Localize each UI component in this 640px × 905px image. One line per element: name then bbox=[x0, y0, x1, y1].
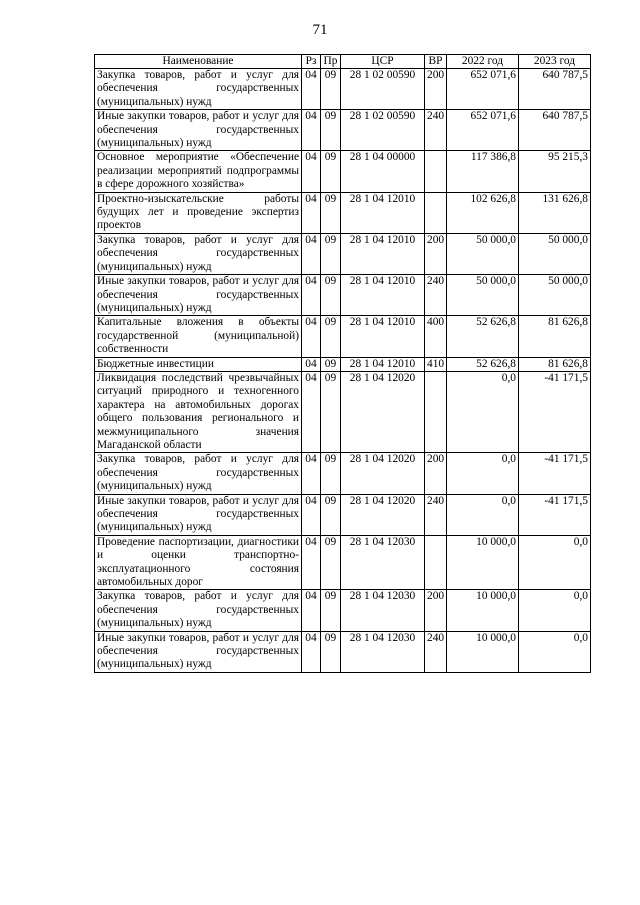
row-name: Закупка товаров, работ и услуг для обеспечения государственных (муниципальных) нужд bbox=[95, 453, 302, 494]
row-2023: -41 171,5 bbox=[519, 494, 591, 535]
row-vr: 240 bbox=[425, 494, 447, 535]
table-row bbox=[95, 590, 591, 631]
table-row bbox=[95, 192, 591, 233]
row-name: Закупка товаров, работ и услуг для обеспечения государственных (муниципальных) нужд bbox=[95, 590, 302, 631]
row-vr bbox=[425, 535, 447, 590]
row-rz: 04 bbox=[302, 192, 321, 233]
row-csr: 28 1 04 12010 bbox=[341, 275, 425, 316]
header-csr: ЦСР bbox=[341, 55, 425, 69]
row-2023: -41 171,5 bbox=[519, 371, 591, 452]
page-number: 71 bbox=[312, 22, 328, 38]
header-2022: 2022 год bbox=[447, 55, 519, 69]
table-row bbox=[95, 631, 591, 672]
row-pr: 09 bbox=[321, 631, 341, 672]
row-2022: 0,0 bbox=[447, 371, 519, 452]
row-rz: 04 bbox=[302, 535, 321, 590]
row-vr: 240 bbox=[425, 631, 447, 672]
row-pr: 09 bbox=[321, 535, 341, 590]
row-vr: 200 bbox=[425, 233, 447, 274]
row-rz: 04 bbox=[302, 233, 321, 274]
row-2022: 117 386,8 bbox=[447, 151, 519, 192]
row-vr: 240 bbox=[425, 110, 447, 151]
row-rz: 04 bbox=[302, 371, 321, 452]
row-2022: 52 626,8 bbox=[447, 357, 519, 371]
row-csr: 28 1 04 12020 bbox=[341, 453, 425, 494]
row-rz: 04 bbox=[302, 453, 321, 494]
row-2023: 131 626,8 bbox=[519, 192, 591, 233]
row-2022: 52 626,8 bbox=[447, 316, 519, 357]
row-pr: 09 bbox=[321, 151, 341, 192]
row-rz: 04 bbox=[302, 275, 321, 316]
row-rz: 04 bbox=[302, 110, 321, 151]
row-rz: 04 bbox=[302, 316, 321, 357]
row-name: Бюджетные инвестиции bbox=[95, 357, 302, 371]
table-row bbox=[95, 357, 591, 371]
row-pr: 09 bbox=[321, 233, 341, 274]
table-row bbox=[95, 453, 591, 494]
row-csr: 28 1 04 12010 bbox=[341, 192, 425, 233]
row-name: Иные закупки товаров, работ и услуг для обеспечения государственных (муниципальных) нужд bbox=[95, 494, 302, 535]
header-2023: 2023 год bbox=[519, 55, 591, 69]
row-vr: 410 bbox=[425, 357, 447, 371]
row-csr: 28 1 04 12020 bbox=[341, 494, 425, 535]
table-row bbox=[95, 275, 591, 316]
row-pr: 09 bbox=[321, 371, 341, 452]
row-vr bbox=[425, 192, 447, 233]
table-row bbox=[95, 535, 591, 590]
row-2022: 652 071,6 bbox=[447, 110, 519, 151]
row-pr: 09 bbox=[321, 192, 341, 233]
table-row bbox=[95, 69, 591, 110]
table-row bbox=[95, 316, 591, 357]
budget-table bbox=[94, 54, 591, 673]
row-2023: -41 171,5 bbox=[519, 453, 591, 494]
row-csr: 28 1 04 12030 bbox=[341, 535, 425, 590]
row-rz: 04 bbox=[302, 151, 321, 192]
row-name: Иные закупки товаров, работ и услуг для обеспечения государственных (муниципальных) нужд bbox=[95, 275, 302, 316]
row-2022: 652 071,6 bbox=[447, 69, 519, 110]
row-name: Закупка товаров, работ и услуг для обеспечения государственных (муниципальных) нужд bbox=[95, 233, 302, 274]
row-csr: 28 1 02 00590 bbox=[341, 69, 425, 110]
row-csr: 28 1 04 12010 bbox=[341, 357, 425, 371]
row-pr: 09 bbox=[321, 357, 341, 371]
row-2023: 640 787,5 bbox=[519, 110, 591, 151]
row-csr: 28 1 04 12030 bbox=[341, 631, 425, 672]
row-name: Иные закупки товаров, работ и услуг для обеспечения государственных (муниципальных) нужд bbox=[95, 631, 302, 672]
row-name: Капитальные вложения в объекты государственной (муниципальной) собственности bbox=[95, 316, 302, 357]
table-row bbox=[95, 371, 591, 452]
row-vr: 200 bbox=[425, 453, 447, 494]
header-vr: ВР bbox=[425, 55, 447, 69]
row-2023: 0,0 bbox=[519, 631, 591, 672]
row-2023: 95 215,3 bbox=[519, 151, 591, 192]
header-rz: Рз bbox=[302, 55, 321, 69]
row-name: Проектно-изыскательские работы будущих лет и проведение экспертиз проектов bbox=[95, 192, 302, 233]
row-pr: 09 bbox=[321, 590, 341, 631]
table-row bbox=[95, 494, 591, 535]
row-rz: 04 bbox=[302, 357, 321, 371]
header-pr: Пр bbox=[321, 55, 341, 69]
row-rz: 04 bbox=[302, 69, 321, 110]
row-2023: 81 626,8 bbox=[519, 316, 591, 357]
row-csr: 28 1 04 00000 bbox=[341, 151, 425, 192]
row-pr: 09 bbox=[321, 494, 341, 535]
header-name: Наименование bbox=[95, 55, 302, 69]
table-row bbox=[95, 151, 591, 192]
row-name: Закупка товаров, работ и услуг для обеспечения государственных (муниципальных) нужд bbox=[95, 69, 302, 110]
row-pr: 09 bbox=[321, 69, 341, 110]
row-2022: 10 000,0 bbox=[447, 535, 519, 590]
row-2022: 0,0 bbox=[447, 453, 519, 494]
row-csr: 28 1 04 12010 bbox=[341, 233, 425, 274]
row-2022: 50 000,0 bbox=[447, 233, 519, 274]
row-csr: 28 1 04 12010 bbox=[341, 316, 425, 357]
row-pr: 09 bbox=[321, 453, 341, 494]
row-pr: 09 bbox=[321, 110, 341, 151]
row-2022: 10 000,0 bbox=[447, 590, 519, 631]
row-2023: 0,0 bbox=[519, 590, 591, 631]
row-rz: 04 bbox=[302, 631, 321, 672]
row-csr: 28 1 04 12020 bbox=[341, 371, 425, 452]
row-2023: 50 000,0 bbox=[519, 275, 591, 316]
row-vr: 400 bbox=[425, 316, 447, 357]
table-row bbox=[95, 233, 591, 274]
row-vr bbox=[425, 151, 447, 192]
row-2023: 0,0 bbox=[519, 535, 591, 590]
row-vr bbox=[425, 371, 447, 452]
row-2022: 0,0 bbox=[447, 494, 519, 535]
row-csr: 28 1 04 12030 bbox=[341, 590, 425, 631]
row-2022: 10 000,0 bbox=[447, 631, 519, 672]
row-2023: 50 000,0 bbox=[519, 233, 591, 274]
row-vr: 240 bbox=[425, 275, 447, 316]
row-pr: 09 bbox=[321, 316, 341, 357]
row-2023: 81 626,8 bbox=[519, 357, 591, 371]
row-2022: 102 626,8 bbox=[447, 192, 519, 233]
table-header-row bbox=[95, 55, 591, 69]
row-name: Проведение паспортизации, диагностики и оценки транспортно-эксплуатационного состояния автомобильных дорог bbox=[95, 535, 302, 590]
row-pr: 09 bbox=[321, 275, 341, 316]
row-2022: 50 000,0 bbox=[447, 275, 519, 316]
table-row bbox=[95, 110, 591, 151]
row-2023: 640 787,5 bbox=[519, 69, 591, 110]
row-name: Иные закупки товаров, работ и услуг для обеспечения государственных (муниципальных) нужд bbox=[95, 110, 302, 151]
row-name: Ликвидация последствий чрезвычайных ситуаций природного и техногенного характера на автомобильных дорогах общего пользования регионального и межмуниципального значения Магаданской области bbox=[95, 371, 302, 452]
row-rz: 04 bbox=[302, 590, 321, 631]
row-vr: 200 bbox=[425, 69, 447, 110]
row-vr: 200 bbox=[425, 590, 447, 631]
row-name: Основное мероприятие «Обеспечение реализации мероприятий подпрограммы в сфере дорожного хозяйства» bbox=[95, 151, 302, 192]
row-csr: 28 1 02 00590 bbox=[341, 110, 425, 151]
row-rz: 04 bbox=[302, 494, 321, 535]
